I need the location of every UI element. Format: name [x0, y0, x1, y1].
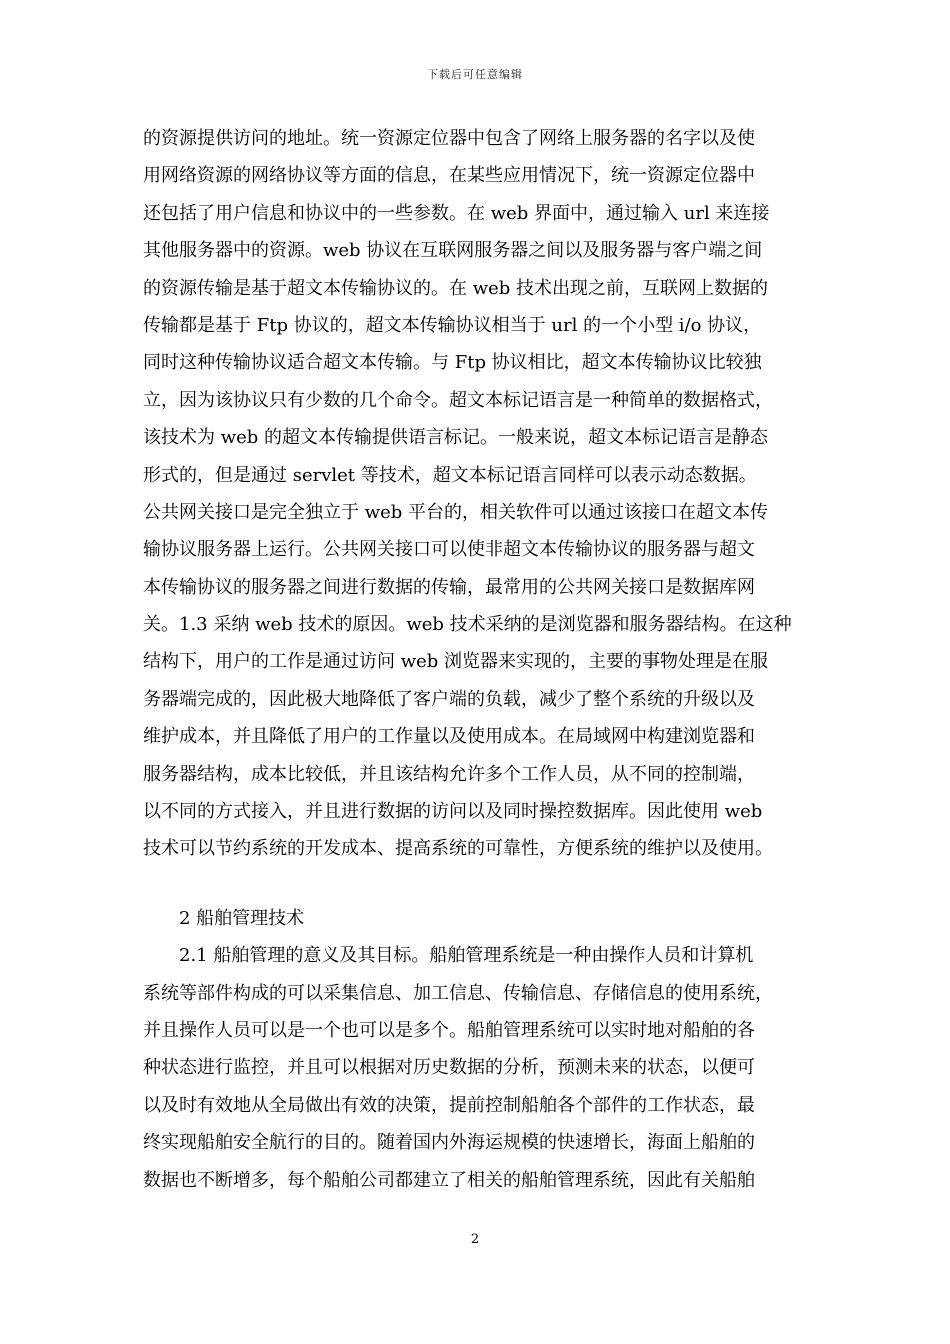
paragraph-spacer — [143, 868, 823, 900]
text-line: 本传输协议的服务器之间进行数据的传输，最常用的公共网关接口是数据库网 — [143, 576, 755, 598]
section-heading: 2 船舶管理技术 — [179, 907, 305, 929]
text-line: 数据也不断增多，每个船舶公司都建立了相关的船舶管理系统，因此有关船舶 — [143, 1169, 755, 1191]
text-line: 该技术为 web 的超文本传输提供语言标记。一般来说，超文本标记语言是静态 — [143, 427, 769, 449]
text-line: 2.1 船舶管理的意义及其目标。船舶管理系统是一种由操作人员和计算机 — [179, 945, 754, 967]
text-line: 以不同的方式接入，并且进行数据的访问以及同时操控数据库。因此使用 web — [143, 801, 763, 823]
page-number: 2 — [470, 1232, 480, 1247]
text-line: 维护成本，并且降低了用户的工作量以及使用成本。在局域网中构建浏览器和 — [143, 726, 755, 748]
text-line: 并且操作人员可以是一个也可以是多个。船舶管理系统可以实时地对船舶的各 — [143, 1019, 755, 1041]
text-line: 用网络资源的网络协议等方面的信息，在某些应用情况下，统一资源定位器中 — [143, 165, 755, 187]
paragraph-2 — [143, 937, 823, 1199]
text-line: 务器端完成的，因此极大地降低了客户端的负载，减少了整个系统的升级以及 — [143, 688, 755, 710]
text-line: 的资源传输是基于超文本传输协议的。在 web 技术出现之前，互联网上数据的 — [143, 277, 769, 299]
text-line: 公共网关接口是完全独立于 web 平台的，相关软件可以通过该接口在超文本传 — [143, 501, 769, 523]
text-line: 立，因为该协议只有少数的几个命令。超文本标记语言是一种简单的数据格式， — [143, 389, 773, 411]
text-line: 种状态进行监控，并且可以根据对历史数据的分析，预测未来的状态，以便可 — [143, 1057, 755, 1079]
text-line: 以及时有效地从全局做出有效的决策，提前控制船舶各个部件的工作状态，最 — [143, 1094, 755, 1116]
text-line: 传输都是基于 Ftp 协议的，超文本传输协议相当于 url 的一个小型 i/o 协议， — [143, 314, 762, 336]
text-line: 技术可以节约系统的开发成本、提高系统的可靠性，方便系统的维护以及使用。 — [143, 838, 773, 860]
text-line: 系统等部件构成的可以采集信息、加工信息、传输信息、存储信息的使用系统， — [143, 982, 773, 1004]
text-line: 形式的，但是通过 servlet 等技术，超文本标记语言同样可以表示动态数据。 — [143, 464, 757, 486]
text-line: 其他服务器中的资源。web 协议在互联网服务器之间以及服务器与客户端之间 — [143, 240, 763, 262]
text-line: 的资源提供访问的地址。统一资源定位器中包含了网络上服务器的名字以及使 — [143, 128, 755, 149]
text-line: 还包括了用户信息和协议中的一些参数。在 web 界面中，通过输入 url 来连接 — [143, 202, 770, 224]
text-line: 终实现船舶安全航行的目的。随着国内外海运规模的快速增长，海面上船舶的 — [143, 1132, 755, 1154]
text-line: 同时这种传输协议适合超文本传输。与 Ftp 协议相比，超文本传输协议比较独 — [143, 352, 762, 374]
body-text — [143, 120, 823, 1199]
text-line: 结构下，用户的工作是通过访问 web 浏览器来实现的，主要的事物处理是在服 — [143, 651, 769, 673]
text-line: 输协议服务器上运行。公共网关接口可以使非超文本传输协议的服务器与超文 — [143, 539, 755, 561]
page-header: 下载后可任意编辑 — [427, 68, 523, 81]
text-line: 关。1.3 采纳 web 技术的原因。web 技术采纳的是浏览器和服务器结构。在这种 — [143, 614, 792, 636]
text-line: 服务器结构，成本比较低，并且该结构允许多个工作人员，从不同的控制端， — [143, 763, 755, 785]
paragraph-1 — [143, 120, 823, 868]
